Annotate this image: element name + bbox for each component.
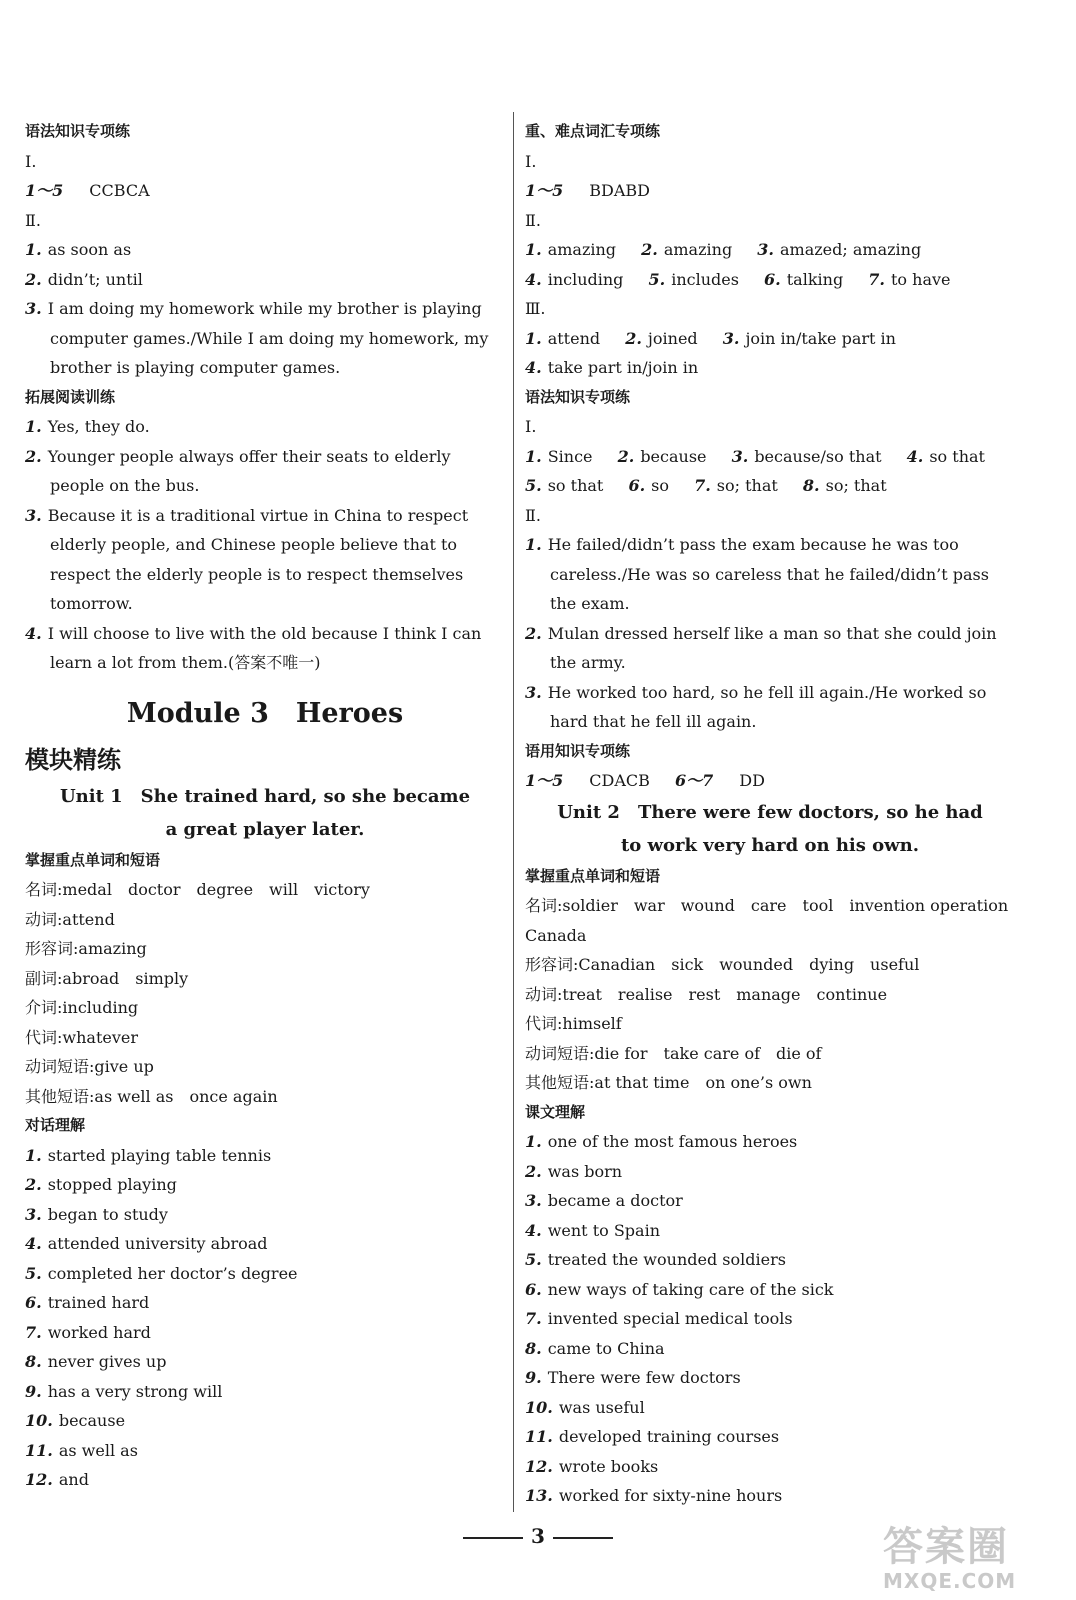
vocab-words: attend — [62, 909, 115, 929]
item-text: amazed; amazing — [779, 240, 922, 259]
item-number: 1. — [525, 240, 542, 259]
vocab-label: 代词: — [25, 1027, 63, 1047]
list-item — [525, 1304, 1015, 1334]
item-text: new ways of taking care of the sick — [547, 1279, 834, 1299]
vocab-heading: 掌握重点单词和短语 — [25, 850, 161, 869]
item-text: He failed/didn’t pass the exam because he was too careless./He was so careless that he failed/didn’t pass the exam. — [547, 535, 989, 613]
item-text: as well as — [58, 1440, 138, 1460]
item-text: joined — [647, 328, 698, 348]
vocab-words: medal doctor degree will victory — [62, 880, 370, 899]
item-number: 4. — [25, 1234, 42, 1253]
list-item — [25, 1288, 505, 1318]
item-number: 1. — [525, 446, 542, 466]
vocab-row — [525, 950, 1015, 980]
item-number: 4. — [25, 623, 42, 643]
item-number: 12. — [525, 1456, 553, 1476]
item-number: 2. — [641, 240, 658, 259]
item-text: includes — [671, 269, 739, 289]
item-number: 1. — [525, 535, 542, 554]
part-label: Ⅰ. — [525, 417, 537, 436]
vocab-row — [25, 964, 505, 994]
item-text: started playing table tennis — [47, 1145, 272, 1165]
item-number: 4. — [525, 1220, 542, 1240]
item-number: 6. — [525, 1279, 542, 1299]
list-item — [25, 1347, 505, 1377]
item-text: Yes, they do. — [47, 417, 150, 436]
vocab-words: give up — [94, 1057, 154, 1076]
item-text: wrote books — [558, 1456, 659, 1476]
item-number: 2. — [525, 1161, 542, 1181]
item-text: join in/take part in — [745, 328, 896, 348]
item-number: 1. — [525, 328, 542, 348]
vocab-label: 动词: — [25, 909, 63, 929]
grammar-heading: 语法知识专项练 — [25, 122, 131, 140]
answer-letters: CCBCA — [89, 181, 150, 200]
item-text: take part in/join in — [547, 358, 699, 377]
item-number: 3. — [25, 505, 42, 525]
item-number: 7. — [868, 269, 885, 289]
block-title: 模块精练 — [25, 745, 121, 774]
item-number: 6. — [628, 476, 646, 495]
item-text: amazing — [663, 240, 733, 259]
item-text: I am doing my homework while my brother is playing computer games./While I am doing my homework, my brother is playing computer games. — [47, 299, 489, 377]
vocab-label: 代词: — [525, 1014, 563, 1033]
vocab-label: 名词: — [525, 896, 563, 915]
item-text: because/so that — [754, 446, 882, 466]
item-text: has a very strong will — [47, 1381, 223, 1401]
list-item — [25, 1318, 505, 1348]
list-item — [25, 1465, 505, 1495]
item-number: 7. — [525, 1309, 542, 1328]
item-text: Younger people always offer their seats to elderly people on the bus. — [47, 446, 451, 495]
answer-row — [525, 442, 1015, 472]
item-text: so; that — [716, 476, 778, 495]
item-text: amazing — [547, 240, 617, 259]
vocab-words: himself — [562, 1014, 622, 1033]
item-number: 4. — [906, 446, 924, 466]
item-number: 1. — [25, 1145, 42, 1165]
vocab-row — [525, 1009, 1015, 1039]
vocab-label: 副词: — [25, 968, 63, 988]
vocab-row — [25, 1052, 505, 1082]
item-text: came to China — [547, 1338, 665, 1358]
vocab-label: 动词短语: — [25, 1057, 95, 1076]
list-item — [25, 1377, 505, 1407]
item-number: 2. — [25, 269, 42, 289]
item-text: so that — [547, 476, 604, 495]
vocab-words: die for take care of die of — [594, 1043, 822, 1063]
item-text: Because it is a traditional virtue in China to respect elderly people, and Chinese people believe that to respect the elderly people is to respect themselves tomorrow. — [47, 505, 469, 613]
unit-title-line1: Unit 1 She trained hard, so she became — [59, 785, 471, 807]
list-item — [25, 1259, 505, 1289]
vocab-words: whatever — [62, 1027, 138, 1047]
item-number: 2. — [617, 446, 635, 466]
answer-line — [525, 766, 1015, 796]
list-item — [525, 530, 1015, 619]
vocab-words: abroad simply — [62, 968, 189, 988]
answer-range: 6～7 — [675, 771, 714, 790]
answer-row — [525, 235, 1015, 265]
vocab-label: 名词: — [25, 880, 63, 899]
answer-row — [525, 324, 1015, 354]
item-text: never gives up — [47, 1352, 167, 1371]
vocab-row — [525, 891, 1025, 950]
list-item — [525, 1481, 1015, 1511]
unit-title-line1: Unit 2 There were few doctors, so he had — [557, 801, 983, 823]
item-text: trained hard — [47, 1293, 150, 1312]
vocab-words: as well as once again — [94, 1086, 278, 1106]
item-number: 5. — [525, 1250, 542, 1269]
watermark-url: MXQE.COM — [883, 1569, 1017, 1593]
item-text: began to study — [47, 1204, 168, 1224]
part-label: Ⅰ. — [525, 151, 537, 171]
item-text: was born — [547, 1161, 623, 1181]
list-item — [525, 1157, 1015, 1187]
grammar-heading: 语法知识专项练 — [525, 387, 631, 406]
answer-letters: DD — [739, 771, 765, 790]
item-text: treated the wounded soldiers — [547, 1250, 786, 1269]
watermark-text: 答案圈 — [883, 1524, 1009, 1570]
item-number: 1. — [525, 1132, 542, 1151]
item-text: attend — [547, 328, 601, 348]
item-number: 4. — [525, 269, 542, 289]
item-number: 9. — [25, 1381, 42, 1401]
list-item — [25, 501, 505, 619]
answer-letters: BDABD — [589, 181, 651, 200]
item-number: 5. — [25, 1263, 42, 1283]
item-text: as soon as — [47, 240, 132, 259]
item-number: 2. — [25, 1175, 42, 1194]
item-number: 1. — [25, 417, 42, 436]
item-text: one of the most famous heroes — [547, 1132, 798, 1151]
page-number: 3 — [531, 1524, 545, 1548]
item-number: 8. — [802, 476, 820, 495]
item-number: 8. — [25, 1352, 42, 1371]
item-text: There were few doctors — [547, 1368, 741, 1387]
item-text: and — [58, 1470, 89, 1489]
list-item — [25, 265, 505, 295]
reading-heading: 拓展阅读训练 — [25, 387, 116, 406]
answer-line — [525, 176, 1015, 206]
item-text: Since — [547, 446, 593, 466]
list-item — [525, 1422, 1015, 1452]
right-column — [525, 117, 1025, 1511]
part-label: Ⅱ. — [525, 505, 541, 525]
vocab-label: 动词: — [525, 984, 563, 1004]
item-text: including — [547, 269, 624, 289]
dialog-heading: 对话理解 — [25, 1116, 86, 1134]
item-number: 10. — [525, 1397, 553, 1417]
item-text: He worked too hard, so he fell ill again./He worked so hard that he fell ill again. — [547, 682, 987, 731]
item-number: 3. — [731, 446, 749, 466]
watermark-logo — [883, 1525, 1058, 1595]
item-number: 5. — [648, 269, 666, 289]
list-item — [25, 412, 505, 442]
vocab-row — [525, 1039, 1015, 1069]
list-item — [25, 442, 505, 501]
item-number: 2. — [25, 446, 42, 466]
answer-range: 1～5 — [525, 181, 564, 200]
item-number: 7. — [25, 1322, 42, 1342]
list-item — [525, 1245, 1015, 1275]
item-text: became a doctor — [547, 1191, 683, 1210]
footer-ornament — [463, 1537, 523, 1539]
item-text: talking — [786, 269, 844, 289]
item-number: 3. — [525, 1191, 542, 1210]
vocab-label: 其他短语: — [525, 1073, 595, 1092]
unit-title-line2: to work very hard on his own. — [620, 834, 920, 856]
list-item — [525, 1334, 1015, 1364]
item-number: 13. — [525, 1486, 553, 1505]
vocab-practice-heading: 重、难点词汇专项练 — [525, 122, 661, 140]
list-item — [525, 678, 1015, 737]
list-item — [525, 1393, 1015, 1423]
answer-range: 1～5 — [25, 181, 64, 200]
list-item — [25, 294, 505, 383]
answer-range: 1～5 — [525, 771, 564, 790]
item-number: 4. — [525, 358, 542, 377]
list-item — [25, 1141, 505, 1171]
item-number: 8. — [525, 1338, 542, 1358]
answer-row — [525, 471, 1015, 501]
footer-ornament — [553, 1537, 613, 1539]
answer-row — [525, 353, 1015, 383]
text-heading: 课文理解 — [525, 1102, 586, 1121]
item-number: 9. — [525, 1368, 542, 1387]
vocab-label: 动词短语: — [525, 1043, 595, 1063]
item-number: 1. — [25, 240, 42, 259]
list-item — [525, 1275, 1015, 1305]
item-number: 3. — [525, 682, 542, 702]
part-label: Ⅱ. — [25, 210, 41, 230]
item-text: attended university abroad — [47, 1234, 268, 1253]
part-label: Ⅱ. — [525, 210, 541, 230]
item-number: 2. — [525, 623, 542, 643]
list-item — [25, 1406, 505, 1436]
item-number: 7. — [694, 476, 711, 495]
item-number: 11. — [25, 1440, 53, 1460]
item-number: 10. — [25, 1411, 53, 1430]
answer-line — [25, 176, 505, 206]
vocab-words: amazing — [78, 939, 147, 958]
vocab-label: 其他短语: — [25, 1086, 95, 1106]
left-column — [25, 117, 505, 1495]
item-text: so; that — [825, 476, 887, 495]
item-text: because — [58, 1411, 126, 1430]
item-text: invented special medical tools — [547, 1309, 793, 1328]
vocab-words: treat realise rest manage continue — [562, 984, 888, 1004]
item-text: was useful — [558, 1397, 645, 1417]
list-item — [25, 1436, 505, 1466]
vocab-row — [525, 980, 1015, 1010]
item-text: so that — [929, 446, 985, 466]
vocab-row — [25, 905, 505, 935]
item-number: 6. — [25, 1293, 42, 1312]
list-item — [525, 619, 1015, 678]
item-text: stopped playing — [47, 1175, 177, 1194]
item-text: I will choose to live with the old because I think I can learn a lot from them.(答案不唯一) — [47, 623, 482, 672]
item-text: worked hard — [47, 1322, 151, 1342]
vocab-row — [25, 993, 505, 1023]
vocab-row — [25, 875, 505, 905]
vocab-row — [25, 1082, 505, 1112]
item-number: 3. — [757, 240, 774, 259]
answer-letters: CDACB — [589, 771, 650, 790]
vocab-row — [25, 934, 505, 964]
list-item — [525, 1186, 1015, 1216]
vocab-label: 形容词: — [525, 955, 579, 974]
list-item — [525, 1363, 1015, 1393]
vocab-words: Canadian sick wounded dying useful — [578, 955, 920, 974]
list-item — [525, 1216, 1015, 1246]
item-text: so — [651, 476, 669, 495]
item-number: 2. — [625, 328, 642, 348]
part-label: Ⅲ. — [525, 299, 546, 318]
item-number: 3. — [722, 328, 740, 348]
list-item — [25, 1200, 505, 1230]
vocab-row — [525, 1068, 1015, 1098]
list-item — [25, 235, 505, 265]
item-text: worked for sixty-nine hours — [558, 1486, 783, 1505]
item-number: 11. — [525, 1427, 553, 1446]
item-number: 3. — [25, 1204, 42, 1224]
list-item — [25, 1229, 505, 1259]
item-text: developed training courses — [558, 1427, 780, 1446]
vocab-heading: 掌握重点单词和短语 — [525, 866, 661, 885]
list-item — [525, 1452, 1015, 1482]
unit-title-line2: a great player later. — [165, 818, 365, 840]
list-item — [25, 1170, 505, 1200]
item-number: 6. — [764, 269, 781, 289]
vocab-row — [25, 1023, 505, 1053]
list-item — [525, 1127, 1015, 1157]
item-text: Mulan dressed herself like a man so that she could join the army. — [547, 623, 997, 672]
list-item — [25, 619, 505, 678]
module-title: Module 3 Heroes — [126, 697, 404, 729]
item-text: completed her doctor’s degree — [47, 1263, 298, 1283]
usage-heading: 语用知识专项练 — [525, 741, 631, 760]
answer-row — [525, 265, 1015, 295]
vocab-words: soldier war wound care tool invention operation Canada — [525, 896, 1025, 945]
item-text: to have — [891, 269, 951, 289]
item-text: because — [640, 446, 707, 466]
column-divider — [513, 112, 514, 1512]
vocab-words: at that time on one’s own — [594, 1073, 812, 1092]
item-number: 12. — [25, 1470, 53, 1489]
item-number: 3. — [25, 299, 42, 318]
item-number: 5. — [525, 476, 542, 495]
item-text: went to Spain — [547, 1220, 660, 1240]
vocab-label: 介词: — [25, 998, 63, 1017]
vocab-label: 形容词: — [25, 939, 79, 958]
item-text: didn’t; until — [47, 269, 143, 289]
part-label: Ⅰ. — [25, 151, 37, 171]
vocab-words: including — [62, 998, 139, 1017]
